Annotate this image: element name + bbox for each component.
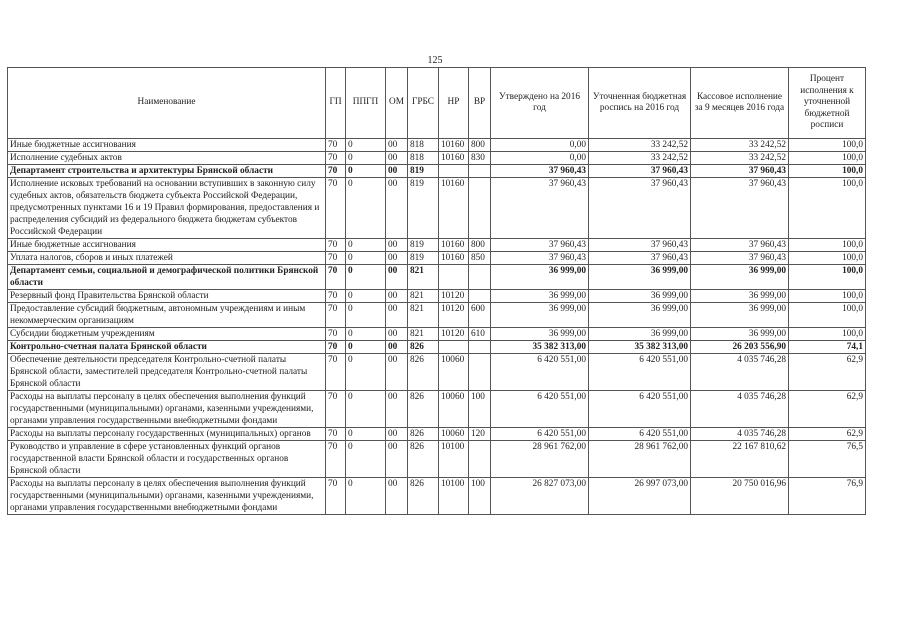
- cell-approved: 26 827 073,00: [491, 478, 589, 515]
- cell-gp: 70: [326, 341, 346, 354]
- cell-ppgp: 0: [346, 265, 386, 290]
- cell-cash: 36 999,00: [691, 265, 789, 290]
- cell-ppgp: 0: [346, 252, 386, 265]
- cell-approved: 37 960,43: [491, 165, 589, 178]
- cell-refined: 37 960,43: [589, 252, 691, 265]
- header-name: Наименование: [8, 68, 326, 139]
- cell-name: Иные бюджетные ассигнования: [8, 139, 326, 152]
- cell-percent: 100,0: [789, 303, 866, 328]
- cell-grbs: 818: [408, 152, 439, 165]
- cell-name: Контрольно-счетная палата Брянской области: [8, 341, 326, 354]
- cell-ppgp: 0: [346, 303, 386, 328]
- cell-ppgp: 0: [346, 152, 386, 165]
- cell-name: Исполнение судебных актов: [8, 152, 326, 165]
- cell-refined: 35 382 313,00: [589, 341, 691, 354]
- cell-approved: 0,00: [491, 152, 589, 165]
- cell-np: 10160: [439, 239, 469, 252]
- cell-approved: 36 999,00: [491, 265, 589, 290]
- cell-om: 00: [386, 139, 408, 152]
- cell-ppgp: 0: [346, 178, 386, 239]
- cell-vr: [469, 290, 491, 303]
- budget-execution-table: [7, 67, 866, 515]
- cell-approved: 35 382 313,00: [491, 341, 589, 354]
- cell-vr: [469, 178, 491, 239]
- cell-vr: 120: [469, 428, 491, 441]
- cell-gp: 70: [326, 290, 346, 303]
- cell-np: 10120: [439, 290, 469, 303]
- cell-cash: 36 999,00: [691, 290, 789, 303]
- cell-grbs: 821: [408, 303, 439, 328]
- cell-np: 10160: [439, 178, 469, 239]
- cell-ppgp: 0: [346, 239, 386, 252]
- cell-vr: [469, 265, 491, 290]
- cell-gp: 70: [326, 178, 346, 239]
- table-body: [8, 139, 866, 515]
- cell-refined: 36 999,00: [589, 328, 691, 341]
- header-cash: Кассовое исполнение за 9 месяцев 2016 года: [691, 68, 789, 139]
- cell-gp: 70: [326, 165, 346, 178]
- cell-om: 00: [386, 239, 408, 252]
- cell-np: 10100: [439, 478, 469, 515]
- cell-gp: 70: [326, 478, 346, 515]
- table-row: [8, 478, 866, 515]
- cell-om: 00: [386, 290, 408, 303]
- cell-cash: 26 203 556,90: [691, 341, 789, 354]
- cell-vr: 800: [469, 139, 491, 152]
- cell-gp: 70: [326, 428, 346, 441]
- cell-approved: 6 420 551,00: [491, 354, 589, 391]
- cell-approved: 28 961 762,00: [491, 441, 589, 478]
- cell-name: Обеспечение деятельности председателя Контрольно-счетной палаты Брянской области, заместителей председателя Контрольно-счетной палаты Брянской области: [8, 354, 326, 391]
- cell-grbs: 826: [408, 441, 439, 478]
- cell-np: 10060: [439, 391, 469, 428]
- table-row: [8, 152, 866, 165]
- header-np: НР: [439, 68, 469, 139]
- cell-gp: 70: [326, 441, 346, 478]
- cell-percent: 62,9: [789, 391, 866, 428]
- cell-approved: 37 960,43: [491, 178, 589, 239]
- cell-ppgp: 0: [346, 328, 386, 341]
- table-row: [8, 139, 866, 152]
- cell-vr: [469, 341, 491, 354]
- header-om: ОМ: [386, 68, 408, 139]
- cell-cash: 37 960,43: [691, 239, 789, 252]
- cell-om: 00: [386, 165, 408, 178]
- table-header-row: [8, 68, 866, 139]
- cell-cash: 4 035 746,28: [691, 391, 789, 428]
- cell-name: Предоставление субсидий бюджетным, автономным учреждениям и иным некоммерческим организациям: [8, 303, 326, 328]
- cell-cash: 36 999,00: [691, 303, 789, 328]
- cell-percent: 100,0: [789, 252, 866, 265]
- cell-np: 10060: [439, 428, 469, 441]
- cell-vr: 850: [469, 252, 491, 265]
- cell-vr: 100: [469, 478, 491, 515]
- cell-np: 10060: [439, 354, 469, 391]
- cell-vr: 600: [469, 303, 491, 328]
- cell-refined: 6 420 551,00: [589, 428, 691, 441]
- cell-percent: 62,9: [789, 354, 866, 391]
- cell-grbs: 819: [408, 178, 439, 239]
- table-row: [8, 354, 866, 391]
- cell-name: Уплата налогов, сборов и иных платежей: [8, 252, 326, 265]
- cell-ppgp: 0: [346, 441, 386, 478]
- cell-name: Расходы на выплаты персоналу в целях обеспечения выполнения функций государственными (муниципальными) органами, казенными учреждениями, органами управления государственными внебюджетными фондами: [8, 478, 326, 515]
- cell-refined: 36 999,00: [589, 290, 691, 303]
- cell-vr: [469, 165, 491, 178]
- cell-om: 00: [386, 328, 408, 341]
- cell-np: 10100: [439, 441, 469, 478]
- table-row: [8, 265, 866, 290]
- cell-om: 00: [386, 303, 408, 328]
- cell-ppgp: 0: [346, 290, 386, 303]
- cell-grbs: 826: [408, 391, 439, 428]
- cell-om: 00: [386, 265, 408, 290]
- cell-np: [439, 165, 469, 178]
- cell-gp: 70: [326, 391, 346, 428]
- cell-approved: 36 999,00: [491, 328, 589, 341]
- table-row: [8, 341, 866, 354]
- cell-refined: 28 961 762,00: [589, 441, 691, 478]
- cell-ppgp: 0: [346, 165, 386, 178]
- cell-np: 10120: [439, 328, 469, 341]
- cell-refined: 37 960,43: [589, 178, 691, 239]
- cell-grbs: 821: [408, 290, 439, 303]
- cell-name: Расходы на выплаты персоналу в целях обеспечения выполнения функций государственными (муниципальными) органами, казенными учреждениями, органами управления государственными внебюджетными фондами: [8, 391, 326, 428]
- cell-cash: 4 035 746,28: [691, 428, 789, 441]
- table-row: [8, 239, 866, 252]
- table-row: [8, 441, 866, 478]
- cell-om: 00: [386, 478, 408, 515]
- cell-approved: 36 999,00: [491, 290, 589, 303]
- table-row: [8, 178, 866, 239]
- cell-om: 00: [386, 252, 408, 265]
- cell-gp: 70: [326, 152, 346, 165]
- cell-gp: 70: [326, 239, 346, 252]
- cell-grbs: 819: [408, 165, 439, 178]
- cell-grbs: 821: [408, 328, 439, 341]
- cell-name: Департамент строительства и архитектуры Брянской области: [8, 165, 326, 178]
- cell-cash: 37 960,43: [691, 165, 789, 178]
- cell-cash: 37 960,43: [691, 252, 789, 265]
- cell-approved: 37 960,43: [491, 239, 589, 252]
- header-gp: ГП: [326, 68, 346, 139]
- cell-name: Руководство и управление в сфере установленных функций органов государственной власти Брянской области и государственных органов Брянской области: [8, 441, 326, 478]
- cell-approved: 37 960,43: [491, 252, 589, 265]
- cell-gp: 70: [326, 328, 346, 341]
- cell-refined: 37 960,43: [589, 165, 691, 178]
- cell-gp: 70: [326, 303, 346, 328]
- header-approved: Утверждено на 2016 год: [491, 68, 589, 139]
- cell-grbs: 818: [408, 139, 439, 152]
- cell-gp: 70: [326, 354, 346, 391]
- header-vr: ВР: [469, 68, 491, 139]
- cell-om: 00: [386, 354, 408, 391]
- cell-cash: 20 750 016,96: [691, 478, 789, 515]
- cell-om: 00: [386, 441, 408, 478]
- header-grbs: ГРБС: [408, 68, 439, 139]
- cell-refined: 36 999,00: [589, 265, 691, 290]
- cell-gp: 70: [326, 139, 346, 152]
- cell-vr: 100: [469, 391, 491, 428]
- cell-vr: [469, 354, 491, 391]
- cell-ppgp: 0: [346, 478, 386, 515]
- cell-percent: 76,5: [789, 441, 866, 478]
- cell-refined: 26 997 073,00: [589, 478, 691, 515]
- cell-percent: 100,0: [789, 139, 866, 152]
- cell-vr: [469, 441, 491, 478]
- cell-om: 00: [386, 428, 408, 441]
- cell-om: 00: [386, 178, 408, 239]
- cell-cash: 33 242,52: [691, 139, 789, 152]
- table-row: [8, 328, 866, 341]
- cell-np: 10120: [439, 303, 469, 328]
- header-ppgp: ППГП: [346, 68, 386, 139]
- cell-grbs: 826: [408, 341, 439, 354]
- table-row: [8, 391, 866, 428]
- cell-grbs: 821: [408, 265, 439, 290]
- cell-refined: 6 420 551,00: [589, 354, 691, 391]
- cell-percent: 62,9: [789, 428, 866, 441]
- table-row: [8, 252, 866, 265]
- cell-refined: 36 999,00: [589, 303, 691, 328]
- table-row: [8, 290, 866, 303]
- cell-grbs: 826: [408, 428, 439, 441]
- cell-cash: 4 035 746,28: [691, 354, 789, 391]
- cell-percent: 100,0: [789, 152, 866, 165]
- cell-gp: 70: [326, 252, 346, 265]
- cell-name: Исполнение исковых требований на основании вступивших в законную силу судебных актов, обязательств бюджета субъекта Российской Федерации, предусмотренных пунктами 16 и 19 Правил формирования, предоставления и распределения субсидий из федерального бюджета бюджетам субъектов Российской Федерации: [8, 178, 326, 239]
- cell-percent: 100,0: [789, 239, 866, 252]
- header-refined: Уточненная бюджетная роспись на 2016 год: [589, 68, 691, 139]
- cell-np: 10160: [439, 252, 469, 265]
- cell-grbs: 826: [408, 478, 439, 515]
- cell-name: Иные бюджетные ассигнования: [8, 239, 326, 252]
- cell-cash: 37 960,43: [691, 178, 789, 239]
- cell-ppgp: 0: [346, 341, 386, 354]
- cell-grbs: 826: [408, 354, 439, 391]
- cell-name: Резервный фонд Правительства Брянской области: [8, 290, 326, 303]
- cell-cash: 22 167 810,62: [691, 441, 789, 478]
- cell-percent: 100,0: [789, 290, 866, 303]
- cell-percent: 74,1: [789, 341, 866, 354]
- cell-cash: 36 999,00: [691, 328, 789, 341]
- cell-np: [439, 341, 469, 354]
- cell-np: [439, 265, 469, 290]
- cell-vr: 610: [469, 328, 491, 341]
- cell-ppgp: 0: [346, 428, 386, 441]
- cell-vr: 830: [469, 152, 491, 165]
- cell-ppgp: 0: [346, 139, 386, 152]
- cell-refined: 37 960,43: [589, 239, 691, 252]
- cell-om: 00: [386, 341, 408, 354]
- cell-np: 10160: [439, 152, 469, 165]
- cell-grbs: 819: [408, 239, 439, 252]
- cell-ppgp: 0: [346, 354, 386, 391]
- cell-om: 00: [386, 391, 408, 428]
- cell-grbs: 819: [408, 252, 439, 265]
- cell-percent: 100,0: [789, 328, 866, 341]
- cell-om: 00: [386, 152, 408, 165]
- cell-approved: 0,00: [491, 139, 589, 152]
- cell-cash: 33 242,52: [691, 152, 789, 165]
- cell-name: Департамент семьи, социальной и демографической политики Брянской области: [8, 265, 326, 290]
- table-row: [8, 165, 866, 178]
- cell-ppgp: 0: [346, 391, 386, 428]
- cell-vr: 800: [469, 239, 491, 252]
- cell-approved: 6 420 551,00: [491, 391, 589, 428]
- cell-percent: 76,9: [789, 478, 866, 515]
- cell-percent: 100,0: [789, 178, 866, 239]
- cell-np: 10160: [439, 139, 469, 152]
- cell-refined: 6 420 551,00: [589, 391, 691, 428]
- cell-approved: 6 420 551,00: [491, 428, 589, 441]
- header-percent: Процент исполнения к уточненной бюджетной росписи: [789, 68, 866, 139]
- cell-refined: 33 242,52: [589, 152, 691, 165]
- cell-refined: 33 242,52: [589, 139, 691, 152]
- table-row: [8, 428, 866, 441]
- page-number: 125: [427, 55, 443, 66]
- cell-gp: 70: [326, 265, 346, 290]
- cell-name: Расходы на выплаты персоналу государственных (муниципальных) органов: [8, 428, 326, 441]
- table-row: [8, 303, 866, 328]
- cell-percent: 100,0: [789, 165, 866, 178]
- cell-name: Субсидии бюджетным учреждениям: [8, 328, 326, 341]
- cell-approved: 36 999,00: [491, 303, 589, 328]
- cell-percent: 100,0: [789, 265, 866, 290]
